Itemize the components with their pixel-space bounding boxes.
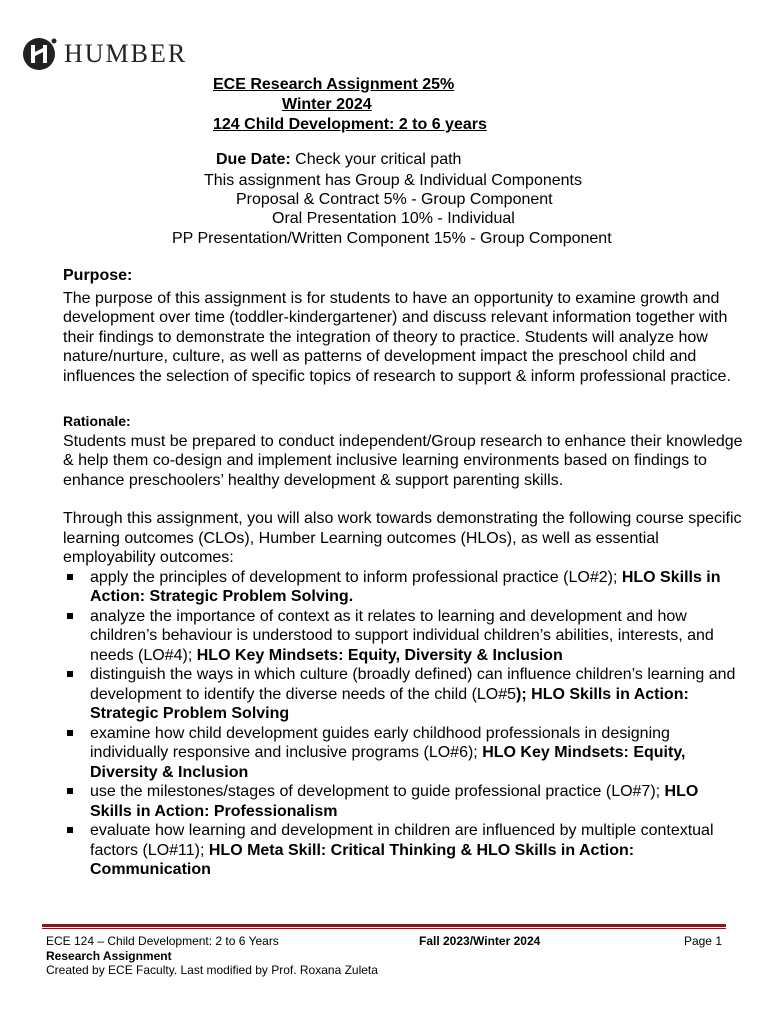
- due-date-line: [216, 150, 461, 170]
- page-footer: [46, 934, 722, 978]
- bullet-icon: [67, 788, 73, 794]
- components-line: This assignment has Group & Individual Components: [204, 172, 582, 189]
- outcome-text: distinguish the ways in which culture (broadly defined) can influence children’s learning and development to identify the diverse needs of the child (LO#5: [90, 666, 736, 703]
- list-item: [63, 607, 743, 666]
- humber-logo: [22, 36, 187, 72]
- footer-page-number: Page 1: [683, 934, 722, 948]
- pp-line: PP Presentation/Written Component 15% - Group Component: [172, 230, 612, 247]
- outcome-hlo: HLO Key Mindsets: Equity, Diversity & Inclusion: [196, 646, 563, 664]
- bullet-icon: [67, 671, 73, 677]
- outcome-hlo: HLO Key Mindsets: Equity, Diversity & Inclusion: [90, 744, 686, 781]
- document-body: [63, 266, 743, 880]
- outcome-text: use the milestones/stages of development to guide professional practice (LO#7);: [90, 783, 665, 800]
- purpose-heading: Purpose:: [63, 267, 133, 284]
- purpose-text: The purpose of this assignment is for students to have an opportunity to examine growth and development over time (toddler-kindergartener) and discuss relevant information together with their findings to demonstrate the integration of theory to practice. Students will analyze how nature/nurture, culture, as well as patterns of development impact the preschool child and influences the selection of specific topics of research to support & inform professional practice.: [63, 289, 731, 385]
- outcome-text: examine how child development guides early childhood professionals in designing individually responsive and inclusive programs (LO#6);: [90, 724, 670, 761]
- outcome-hlo: HLO Skills in Action: Professionalism: [90, 783, 699, 820]
- footer-divider-thin: [42, 928, 726, 929]
- proposal-line: Proposal & Contract 5% - Group Component: [236, 191, 553, 208]
- outcome-hlo: HLO Skills in Action: Strategic Problem Solving.: [90, 568, 721, 605]
- outcome-text: evaluate how learning and development in children are influenced by multiple contextual factors (LO#11);: [90, 822, 714, 859]
- learning-outcomes-list: [63, 568, 743, 880]
- logo-text: HUMBER: [64, 39, 188, 68]
- title-line-2: Winter 2024: [282, 96, 372, 113]
- list-item: [63, 724, 743, 783]
- oral-line: Oral Presentation 10% - Individual: [272, 210, 515, 227]
- title-line-3: 124 Child Development: 2 to 6 years: [213, 116, 487, 133]
- bullet-icon: [67, 574, 73, 580]
- footer-divider: [42, 924, 726, 927]
- outcome-text: analyze the importance of context as it relates to learning and development and how children’s behaviour is understood to support individual children’s abilities, interests, and needs (LO#4);: [90, 607, 714, 664]
- title-line-1: ECE Research Assignment 25%: [213, 76, 455, 93]
- footer-assignment: Research Assignment: [46, 948, 172, 963]
- list-item: [63, 568, 743, 607]
- footer-credit: Created by ECE Faculty. Last modified by Prof. Roxana Zuleta: [46, 963, 378, 977]
- outcome-text: apply the principles of development to inform professional practice (LO#2);: [90, 568, 622, 586]
- due-date-value: Check your critical path: [295, 151, 462, 168]
- bullet-icon: [67, 613, 73, 619]
- list-item: [63, 782, 743, 821]
- bullet-icon: [67, 827, 73, 833]
- rationale-text: Students must be prepared to conduct independent/Group research to enhance their knowledge & help them co-design and implement inclusive learning environments based on findings to enhance preschoolers’ healthy development & support parenting skills.: [63, 432, 743, 489]
- humber-emblem-icon: [22, 36, 58, 72]
- due-date-label: Due Date:: [216, 151, 291, 168]
- outcome-hlo: HLO Meta Skill: Critical Thinking & HLO Skills in Action: Communication: [90, 841, 635, 878]
- rationale-heading: Rationale:: [63, 413, 131, 429]
- list-item: [63, 821, 743, 880]
- footer-term: Fall 2023/Winter 2024: [419, 934, 541, 948]
- outcomes-intro: Through this assignment, you will also work towards demonstrating the following course specific learning outcomes (CLOs), Humber Learning outcomes (HLOs), as well as essential employability outcomes:: [63, 510, 742, 566]
- list-item: [63, 665, 743, 724]
- footer-course: ECE 124 – Child Development: 2 to 6 Years: [46, 934, 279, 948]
- bullet-icon: [67, 730, 73, 736]
- outcome-hlo: ); HLO Skills in Action: Strategic Problem Solving: [90, 685, 689, 722]
